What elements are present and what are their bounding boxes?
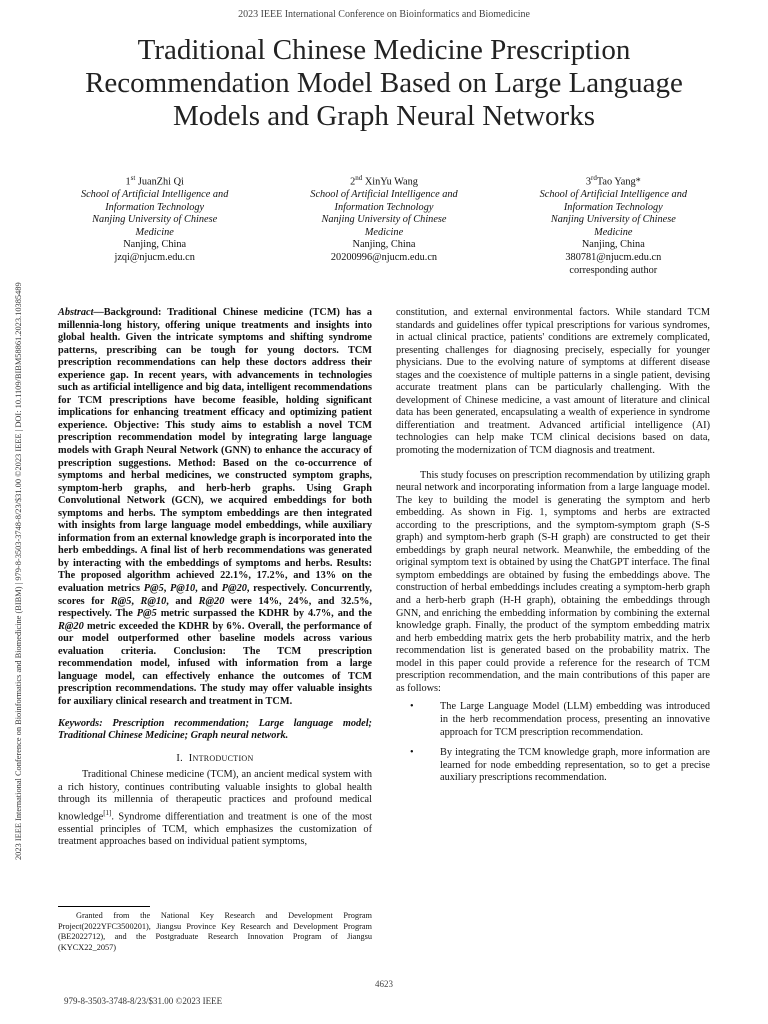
bullet-icon: • xyxy=(410,747,414,759)
keywords: Keywords: Prescription recommendation; Large language model; Traditional Chinese Medicine; Graph neural network. xyxy=(58,717,372,742)
author-name: XinYu Wang xyxy=(362,176,418,188)
author-2: 2nd XinYu Wang School of Artificial Intelligence and Information Technology Nanjing University of Chinese Medicine Nanjing, China 20200996@njucm.edu.cn xyxy=(269,172,498,277)
corresponding-note: corresponding author xyxy=(569,264,658,276)
abstract-lead: Abstract xyxy=(58,307,94,318)
author-email: 380781@njucm.edu.cn xyxy=(565,251,662,263)
author-3: 3rdTao Yang* School of Artificial Intelligence and Information Technology Nanjing University of Chinese Medicine Nanjing, China 380781@njucm.edu.cn corresponding author xyxy=(499,172,728,277)
intro-paragraph-2: constitution, and external environmental factors. While standard TCM standards and guidelines offer typical prescriptions for various syndromes, in actual clinical practice, patients' conditions are extremely complicated, presenting challenges for diagnosing precisely, especially for younger physicians. Due to the evolving nature of symptoms at different disease stages and the coexistence of multiple patterns in a single patient, devising accurate treatment plans can be particularly challenging. With the development of Chinese medicine, a vast amount of literature and clinical data has been generated, encapsulating a wealth of experience in syndrome differentiation and treatment. Advanced artificial intelligence (AI) technologies can help make TCM clinical decisions based on data, promoting the modernization of TCM diagnosis and treatment. xyxy=(396,307,710,457)
section-heading-introduction: I. INTRODUCTION xyxy=(176,752,254,764)
intro-paragraph-3: This study focuses on prescription recommendation by utilizing graph neural network and incorporating information from a large language model. The key to building the model is generating the symptom and herb embedding. As shown in Fig. 1, symptoms and herbs are extracted according to the prescriptions, and the symptom-symptom graph (S-S graph) and symptom-herb graph (S-H graph) are constructed to get their embeddings by graph neural network. Meanwhile, the embedding of the original symptom text is obtained by using the ChatGPT interface. The final symptom embeddings are obtained by fusing the embeddings above. The construction of herbal embeddings includes creating a symptom-herb graph and a herb-herb graph (H-H graph), obtaining the embeddings through GNN, and enriching the embedding information by combining the external knowledge graph. Finally, the product of the symptom embedding matrix and herb embedding matrix gets the herb probability matrix, and the herb recommendation list is generated based on the probability matrix. The model in this paper could provide a reference for the research of TCM prescription recommendation, and the main contributions of this paper are as follows: xyxy=(396,469,710,694)
right-column xyxy=(396,307,710,793)
footnote-rule xyxy=(58,906,150,907)
page-number: 4623 xyxy=(375,979,393,989)
doi-sidebar xyxy=(14,180,28,860)
contribution-list xyxy=(396,701,710,784)
intro-paragraph-1: Traditional Chinese medicine (TCM), an ancient medical system with a rich history, continues contributing valuable insights to global health through its millennia of therapeutic practices and profound medical knowledge[1]. Syndrome differentiation and treatment is one of the most essential principles of TCM, which emphasizes the customization of treatment approaches based on individual patient symptoms, xyxy=(58,769,372,848)
author-1: 1st JuanZhi Qi School of Artificial Intelligence and Information Technology Nanjing University of Chinese Medicine Nanjing, China jzqi@njucm.edu.cn xyxy=(40,172,269,277)
author-name: Tao Yang* xyxy=(596,176,641,188)
paper-title: Traditional Chinese Medicine Prescription Recommendation Model Based on Large Language Models and Graph Neural Networks xyxy=(85,34,683,132)
funding-footnote: Granted from the National Key Research and Development Program Project(2022YFC3500201), Jiangsu Province Key Research and Development Program (BE2022712), and the Postgraduate Research Innovation Program of Jiangsu (KYCX22_2057) xyxy=(58,911,372,952)
isbn-footer: 979-8-3503-3748-8/23/$31.00 ©2023 IEEE xyxy=(64,996,223,1006)
author-email: 20200996@njucm.edu.cn xyxy=(330,251,438,263)
list-item: • The Large Language Model (LLM) embedding was introduced in the herb recommendation process, presenting an innovative approach for TCM prescription recommendation. xyxy=(410,701,710,738)
author-email: jzqi@njucm.edu.cn xyxy=(114,251,195,263)
author-name: JuanZhi Qi xyxy=(135,176,184,188)
author-block xyxy=(40,172,728,277)
left-column xyxy=(58,307,372,849)
abstract: Abstract—Background: Traditional Chinese medicine (TCM) has a millennia-long history, offering unique treatments and insights into global health. Given the intricate symptoms and shifting syndrome patterns, prescribing can be tough for young doctors. TCM prescription recommendations can help these doctors address their experience gap. In recent years, with advancements in technologies such as artificial intelligence and big data, intelligent recommendations for TCM prescriptions have become feasible, holding significant implications for enhancing treatment efficacy and optimizing patient experience. Objective: This study aims to establish a novel TCM prescription recommendation model by integrating large language models with Graph Neural Network (GNN) to enhance the accuracy of prescription suggestions. Method: Based on the co-occurrence of symptoms and herbal medicines, we constructed symptom graphs, symptom-herb graphs, and herb-herb graphs. Using Graph Convolutional Network (GCN), we acquired embeddings for both symptoms and herbs. The symptom embeddings are then integrated with insights from large language model embeddings, while auxiliary information from an external knowledge graph is incorporated into the herb embeddings. A final list of herb recommendations was generated by interacting with the embeddings of symptoms and herbs. Results: The proposed algorithm achieved 22.1%, 17.2%, and 13% on the evaluation metrics P@5, P@10, and P@20, respectively. Concurrently, scores for R@5, R@10, and R@20 were 14%, 24%, and 32.5%, respectively. The P@5 metric surpassed the KDHR by 4.7%, and the R@20 metric exceeded the KDHR by 6%. Overall, the performance of our model outperformed other baseline models across various evaluation criteria. Conclusion: The TCM prescription recommendation model, infused with information from a large language model, can effectively enhance the outcomes of TCM prescription recommendations. The study may offer valuable insights for auxiliary clinical research and treatment in TCM. xyxy=(58,307,372,707)
list-item: • By integrating the TCM knowledge graph, more information are learned for node embedding representation, so to get a precise auxiliary prescriptions recommendation. xyxy=(410,747,710,784)
conference-header: 2023 IEEE International Conference on Bioinformatics and Biomedicine xyxy=(238,9,530,20)
citation-ref: [1] xyxy=(103,808,112,817)
bullet-icon: • xyxy=(410,701,414,713)
doi-sidebar-text: 2023 IEEE International Conference on Bioinformatics and Biomedicine (BIBM) | 979-8-3503-3748-8/23/$31.00 ©2023 IEEE | DOI: 10.1109/BIBM58861.2023.10385489 xyxy=(14,282,23,860)
